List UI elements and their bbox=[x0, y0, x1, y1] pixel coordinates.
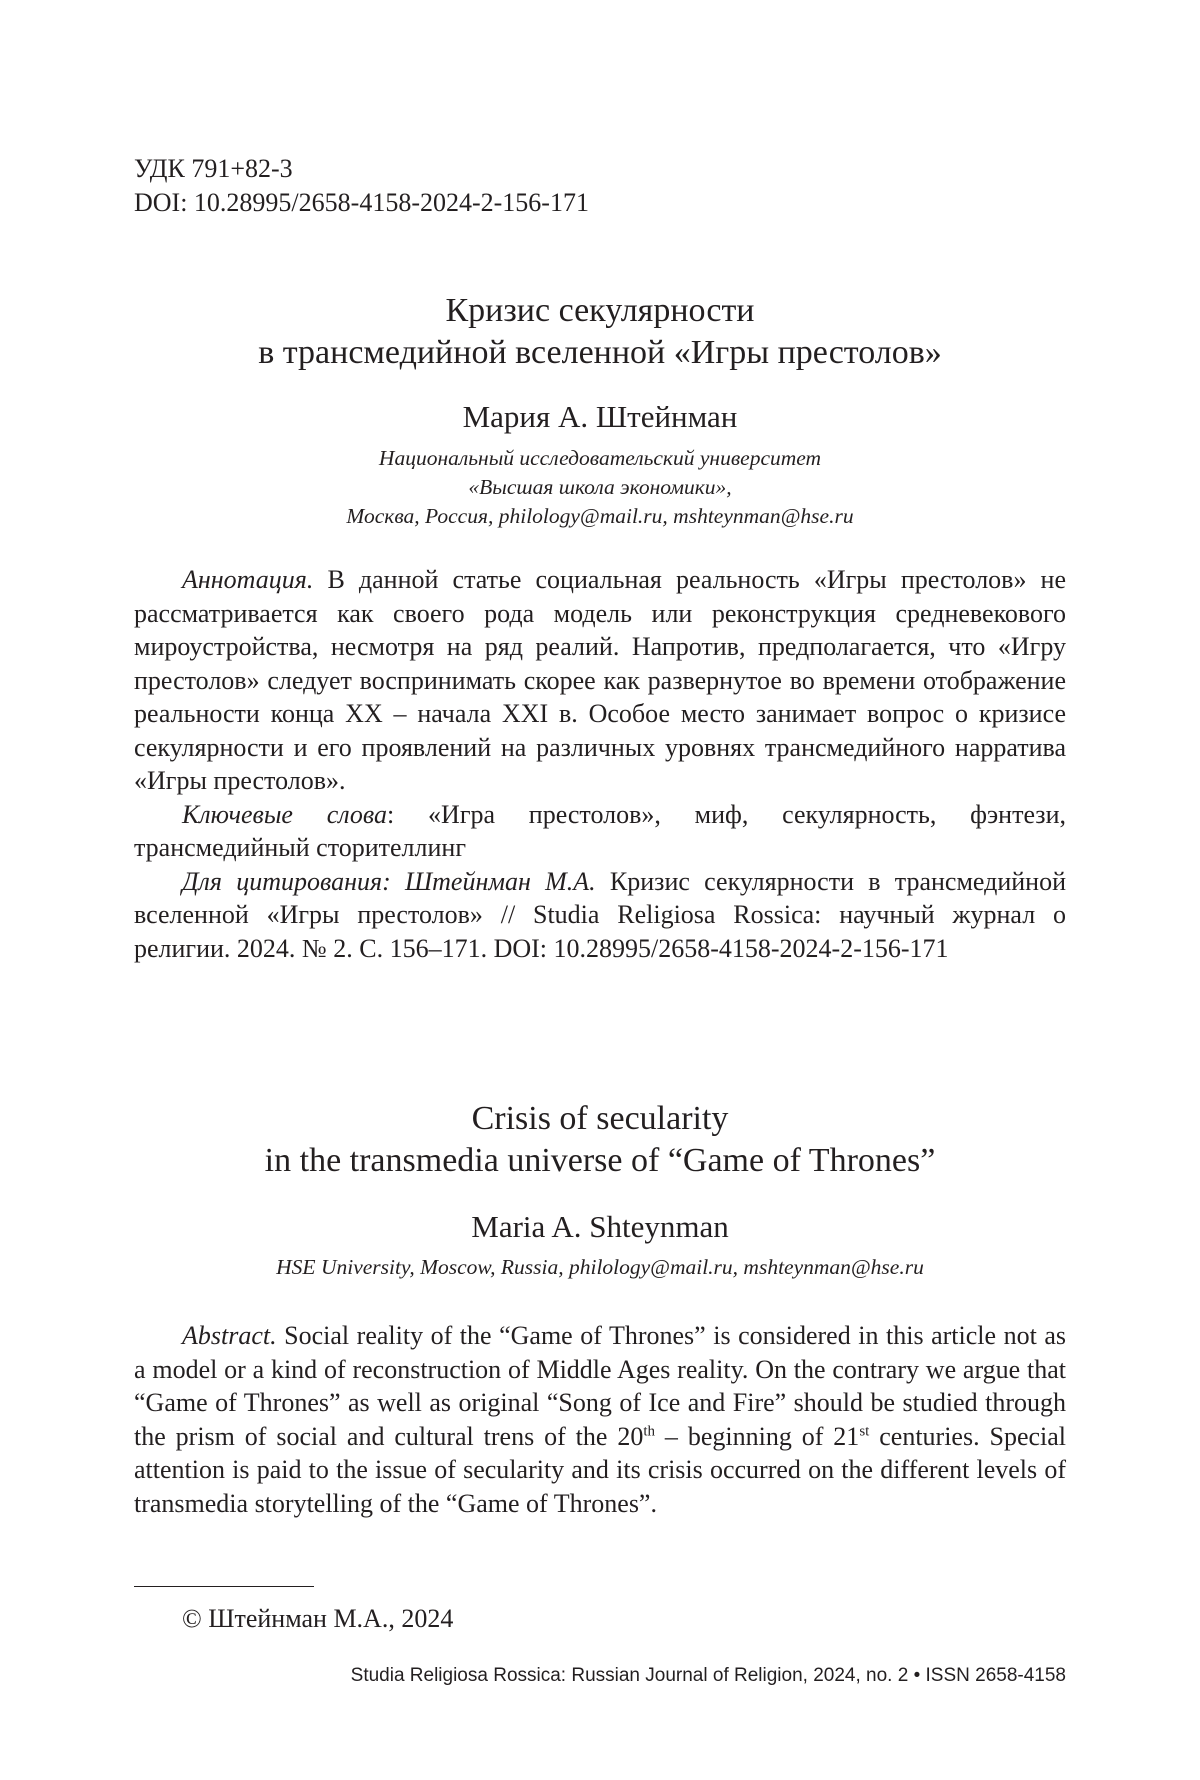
citation-text: Кризис секулярности в трансмедийной вселенной «Игры престолов» // Studia Religiosa Rossica: научный журнал о религии. 2024. № 2. С. 156–171. DOI: 10.28995/2658-4158-2024-2-156-171 bbox=[134, 866, 1067, 963]
affiliation-russian-line3: Москва, Россия, philology@mail.ru, mshteynman@hse.ru bbox=[346, 504, 854, 528]
title-english-line2: in the transmedia universe of “Game of Thrones” bbox=[264, 1142, 936, 1179]
abstract-russian bbox=[134, 563, 1066, 965]
affiliation-english bbox=[134, 1253, 1066, 1282]
doi: DOI: 10.28995/2658-4158-2024-2-156-171 bbox=[134, 188, 589, 217]
superscript-st: st bbox=[859, 1422, 870, 1439]
author-russian: Мария А. Штейнман bbox=[462, 399, 738, 434]
superscript-th: th bbox=[643, 1422, 656, 1439]
affiliation-english-line: HSE University, Moscow, Russia, philology@mail.ru, mshteynman@hse.ru bbox=[276, 1255, 924, 1279]
footnote-divider bbox=[134, 1586, 314, 1587]
abstract-text-part1: Social reality of the “Game of Thrones” is considered in this article not as a model or a kind of reconstruction of Middle Ages reality. On the contrary we argue that “Game of Thrones” as well as original “Song of Ice and Fire” should be studied through the prism of social and cultural trens of the 20 bbox=[134, 1321, 1066, 1451]
abstract-label: Abstract. bbox=[182, 1321, 277, 1350]
title-russian-line1: Кризис секулярности bbox=[445, 292, 755, 329]
abstract-text-part3: centuries. Special attention is paid to the issue of secularity and its crisis occurred on the different levels of transmedia storytelling of the “Game of Thrones”. bbox=[134, 1421, 1067, 1518]
annotation-paragraph bbox=[134, 563, 1066, 798]
annotation-label: Аннотация. bbox=[182, 565, 314, 594]
affiliation-russian bbox=[134, 444, 1066, 531]
title-russian-line2: в трансмедийной вселенной «Игры престолов» bbox=[258, 334, 942, 371]
abstract-text-part2: – beginning of 21 bbox=[655, 1421, 860, 1451]
title-russian bbox=[134, 290, 1066, 374]
keywords-label: Ключевые слова bbox=[182, 799, 388, 829]
abstract-english bbox=[134, 1319, 1066, 1520]
keywords-paragraph bbox=[134, 798, 1066, 865]
affiliation-russian-line1: Национальный исследовательский университет bbox=[378, 446, 822, 470]
citation-paragraph bbox=[134, 865, 1066, 966]
citation-label: Для цитирования: Штейнман М.А. bbox=[182, 866, 596, 896]
journal-footer: Studia Religiosa Rossica: Russian Journal of Religion, 2024, no. 2 • ISSN 2658-4158 bbox=[350, 1665, 1066, 1686]
keywords-text: : «Игра престолов», миф, секулярность, фэнтези, трансмедийный сторителлинг bbox=[134, 799, 1066, 862]
title-english-line1: Crisis of secularity bbox=[471, 1100, 729, 1137]
annotation-text: В данной статье социальная реальность «Игры престолов» не рассматривается как своего рода модель или реконструкция средневекового мироустройства, несмотря на ряд реалий. Напротив, предполагается, что «Игру престолов» следует воспринимать скорее как развернутое во времени отображение реальности конца XX – начала XXI в. Особое место занимает вопрос о кризисе секулярности и его проявлений на различных уровнях трансмедийного нарратива «Игры престолов». bbox=[134, 565, 1066, 795]
udc-code: УДК 791+82-3 bbox=[134, 154, 293, 183]
article-meta bbox=[134, 152, 589, 220]
copyright-note: © Штейнман М.А., 2024 bbox=[182, 1604, 454, 1633]
author-english: Maria A. Shteynman bbox=[471, 1209, 729, 1244]
affiliation-russian-line2: «Высшая школа экономики», bbox=[468, 475, 732, 499]
title-english bbox=[134, 1098, 1066, 1182]
abstract-paragraph bbox=[134, 1319, 1066, 1520]
